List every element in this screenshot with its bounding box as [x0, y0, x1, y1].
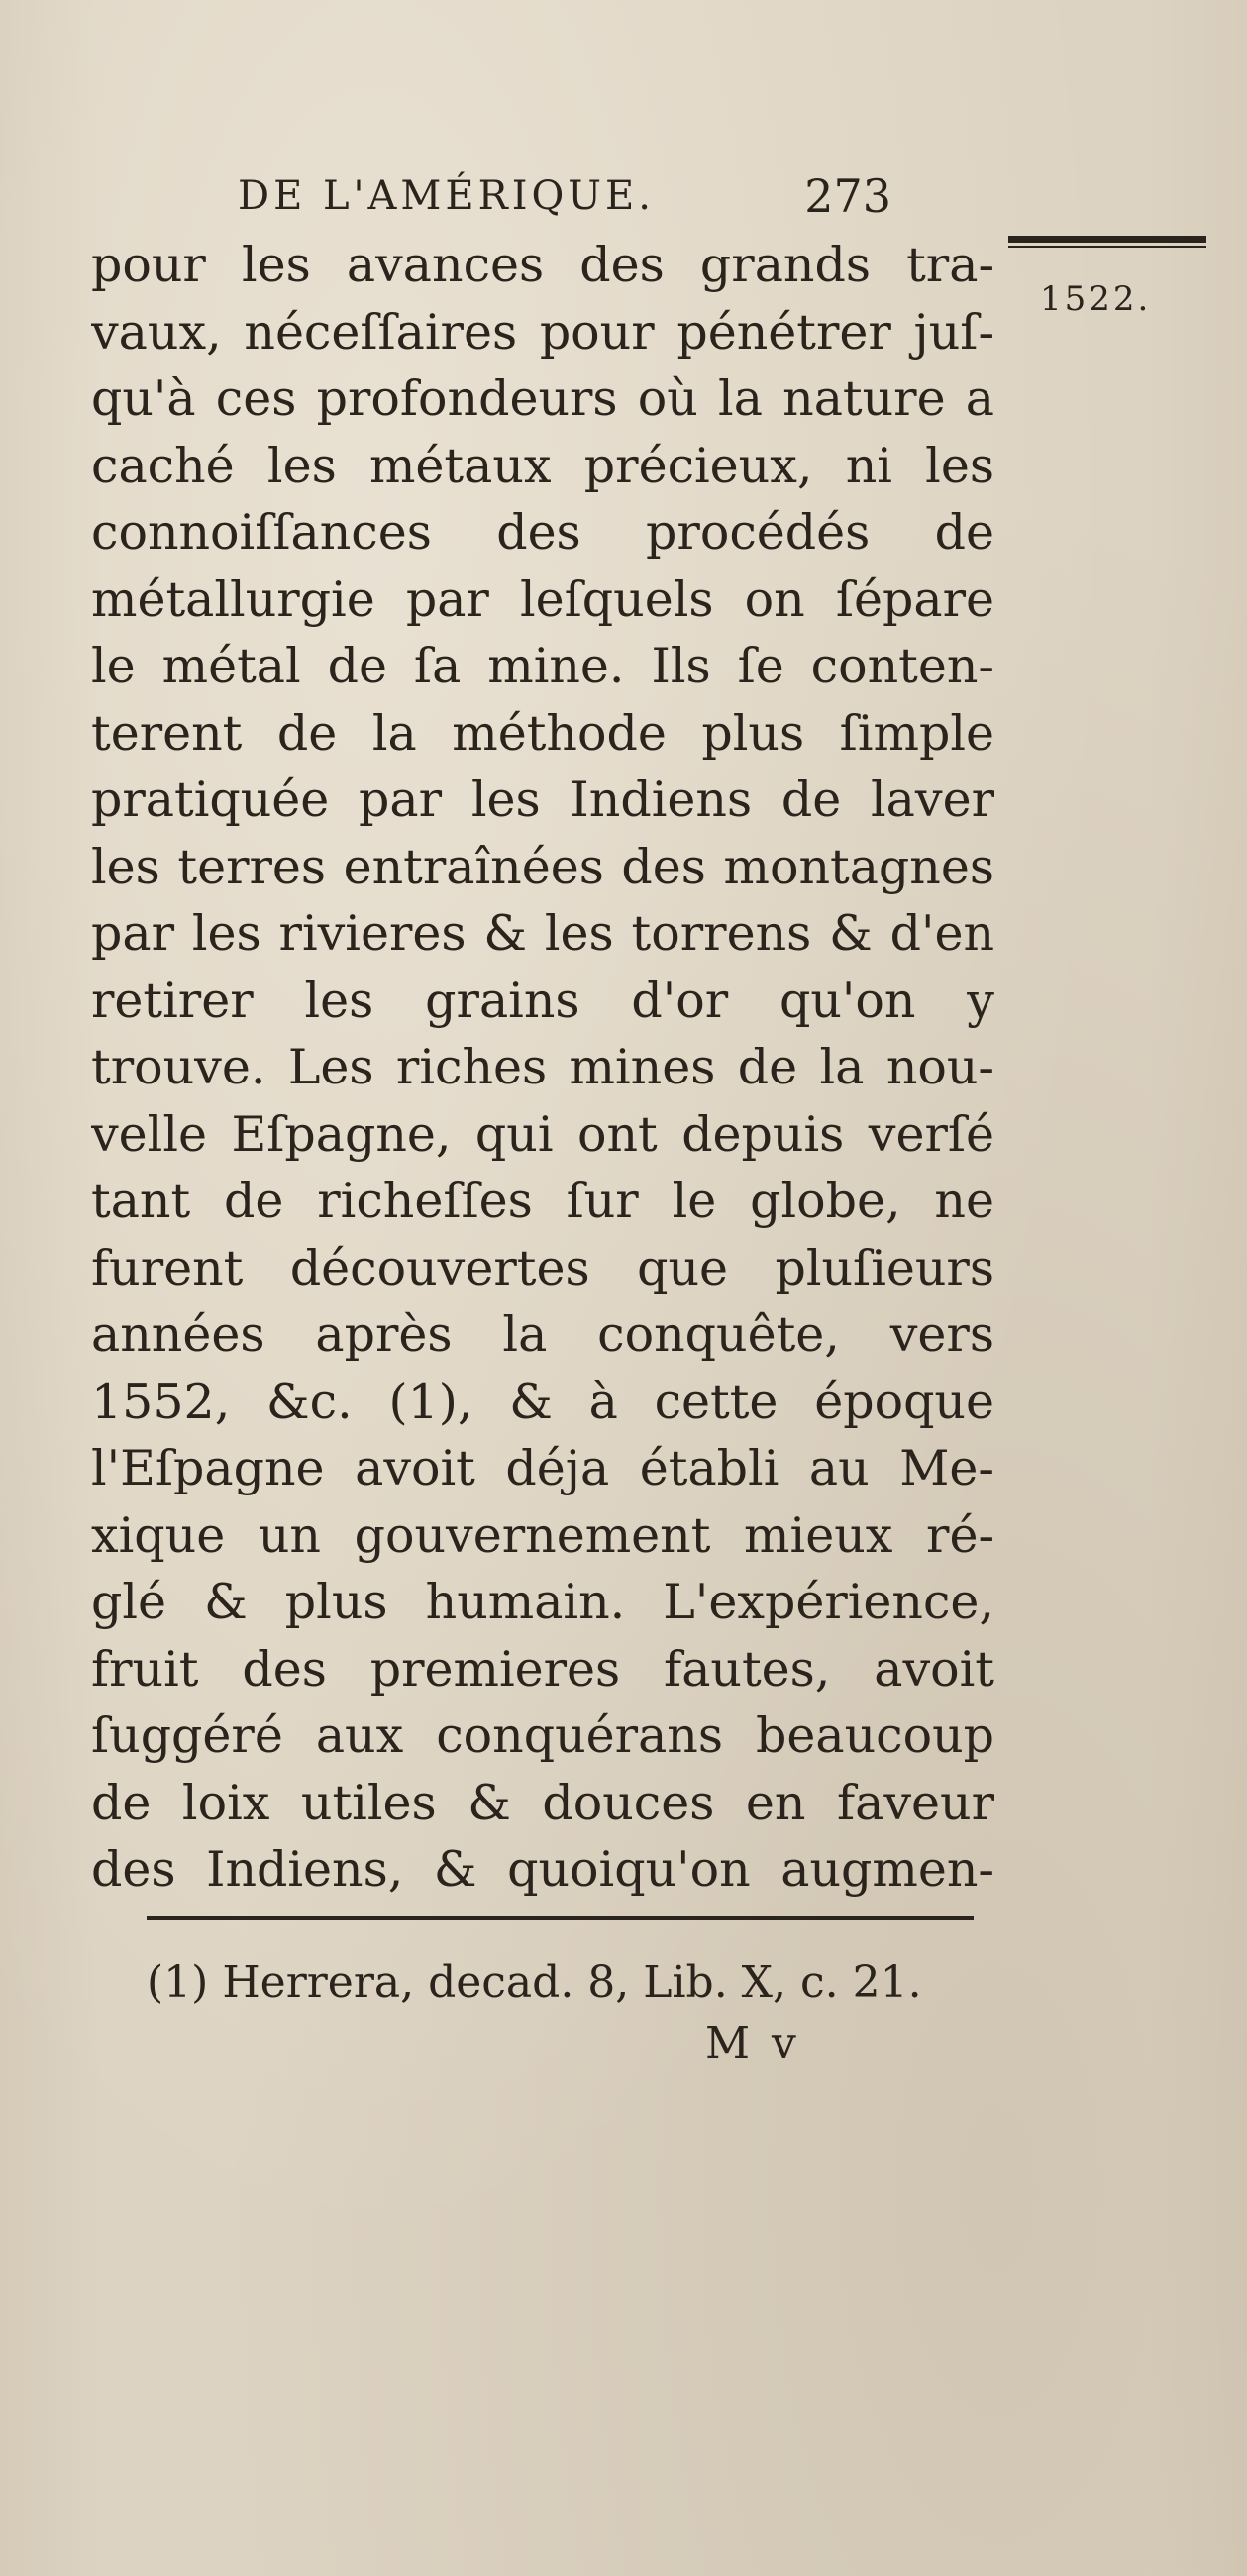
text-line: de loix utiles & douces en faveur [91, 1774, 994, 1831]
text-line: le métal de ſa mine. Ils ſe conten- [91, 638, 994, 694]
footnote: (1) Herrera, decad. 8, Lib. X, c. 21. [147, 1957, 922, 2008]
running-title: DE L'AMÉRIQUE. [238, 173, 655, 219]
margin-year-note: 1522. [1040, 279, 1152, 319]
text-line: années après la conquête, vers [91, 1306, 994, 1363]
text-line: glé & plus humain. L'expérience, [91, 1574, 994, 1630]
body-text [91, 232, 994, 1904]
text-line: 1552, &c. (1), & à cette époque [91, 1373, 994, 1430]
text-line: l'Eſpagne avoit déja établi au Me- [91, 1440, 994, 1496]
footnote-rule [147, 1916, 974, 1920]
text-line: trouve. Les riches mines de la nou- [91, 1039, 994, 1095]
text-line: connoiſſances des procédés de [91, 504, 994, 561]
text-line: vaux, néceſſaires pour pénétrer juſ- [91, 303, 994, 361]
text-line: les terres entraînées des montagnes [91, 838, 994, 895]
signature-mark: M v [705, 2018, 800, 2069]
text-line: par les rivieres & les torrens & d'en [91, 905, 994, 962]
running-head [238, 166, 891, 226]
text-line: caché les métaux précieux, ni les [91, 437, 994, 494]
text-line: retirer les grains d'or qu'on y [91, 972, 994, 1029]
text-line: pour les avances des grands tra- [91, 237, 994, 293]
text-line: velle Eſpagne, qui ont depuis verſé [91, 1105, 994, 1163]
text-line: terent de la méthode plus ſimple [91, 704, 994, 762]
page-number: 273 [804, 169, 891, 223]
text-line: ſuggéré aux conquérans beaucoup [91, 1707, 994, 1764]
text-line: furent découvertes que pluſieurs [91, 1239, 994, 1296]
margin-rule [1008, 236, 1206, 248]
text-line: des Indiens, & quoiqu'on augmen- [91, 1841, 994, 1898]
text-line: pratiquée par les Indiens de laver [91, 772, 994, 828]
text-line: tant de richeſſes ſur le globe, ne [91, 1173, 994, 1229]
text-line: métallurgie par leſquels on ſépare [91, 570, 994, 628]
text-line: fruit des premieres fautes, avoit [91, 1640, 994, 1698]
text-line: qu'à ces profondeurs où la nature a [91, 370, 994, 427]
text-line: xique un gouvernement mieux ré- [91, 1506, 994, 1564]
